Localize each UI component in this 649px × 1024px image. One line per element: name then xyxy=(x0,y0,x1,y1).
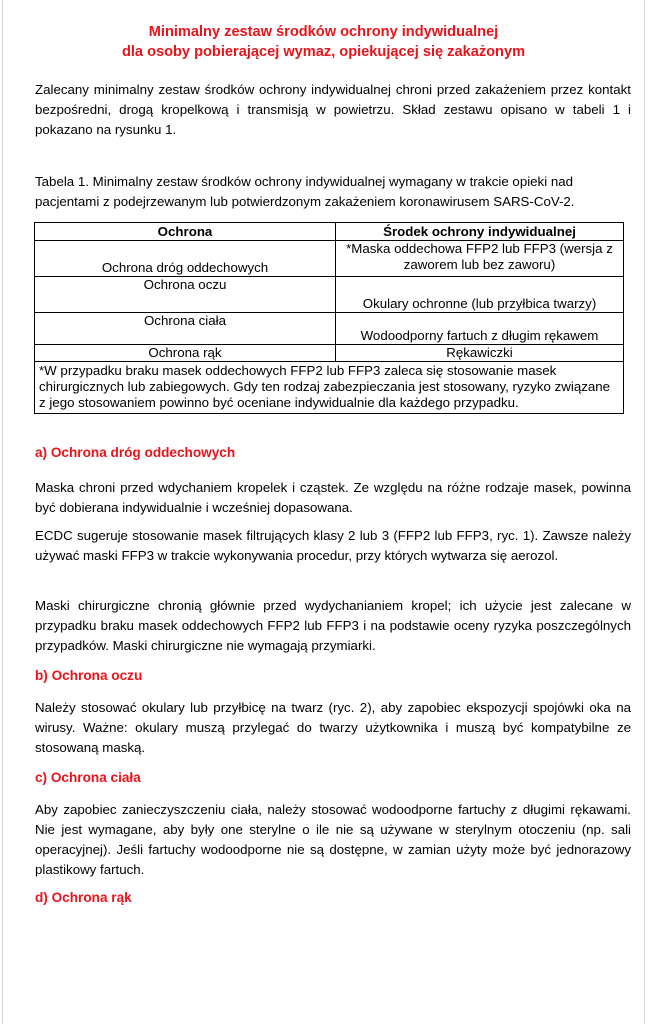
section-a-paragraph-1: Maska chroni przed wdychaniem kropelek i cząstek. Ze względu na różne rodzaje masek, powinna być dobierana indywidualnie i wcześniej dopasowana. xyxy=(35,480,631,515)
table-header-equipment: Środek ochrony indywidualnej xyxy=(336,223,624,241)
table-row xyxy=(35,313,624,345)
section-heading-body: c) Ochrona ciała xyxy=(35,770,141,785)
section-heading-respiratory: a) Ochrona dróg oddechowych xyxy=(35,445,236,460)
table-row xyxy=(35,277,624,313)
table-header-protection: Ochrona xyxy=(35,223,336,241)
section-c-paragraph-1: Aby zapobiec zanieczyszczeniu ciała, należy stosować wodoodporne fartuchy z długimi rękawami. Nie jest wymagane, aby były one sterylne o ile nie są używane w sterylnym otoczeniu (np. sali operacyjnej). Jeśli fartuchy wodoodporne nie są dostępne, w zamian użyty może być jednorazowy plastikowy fartuch. xyxy=(35,802,631,877)
table-cell-equipment: Okulary ochronne (lub przyłbica twarzy) xyxy=(336,277,624,313)
section-a-paragraph-3: Maski chirurgiczne chronią głównie przed wydychanianiem kropel; ich użycie jest zalecane w przypadku braku masek oddechowych FFP2 lub FFP3 i na podstawie oceny ryzyka poszczególnych przypadków. Maski chirurgiczne nie wymagają przymiarki. xyxy=(35,598,631,653)
section-heading-eyes: b) Ochrona oczu xyxy=(35,668,143,683)
document-page xyxy=(2,0,645,1024)
table-row xyxy=(35,345,624,362)
table-cell-equipment: *Maska oddechowa FFP2 lub FFP3 (wersja z zaworem lub bez zaworu) xyxy=(336,241,624,277)
table-caption-line-2: pacjentami z podejrzewanym lub potwierdzonym zakażeniem koronawirusem SARS-CoV-2. xyxy=(35,194,575,209)
section-a-paragraph-2: ECDC sugeruje stosowanie masek filtrujących klasy 2 lub 3 (FFP2 lub FFP3, ryc. 1). Zawsze należy używać maski FFP3 w trakcie wykonywania procedur, przy których wytwarza się aerozol. xyxy=(35,528,631,563)
table-row xyxy=(35,241,624,277)
section-b-paragraph-1: Należy stosować okulary lub przyłbicę na twarz (ryc. 2), aby zapobiec ekspozycji spojówki oka na wirusy. Ważne: okulary muszą przylegać do twarzy użytkownika i muszą być kompatybilne ze stosowaną maską. xyxy=(35,700,631,755)
table-caption xyxy=(35,172,635,212)
table-cell-protection: Ochrona ciała xyxy=(35,313,336,345)
table-caption-line-1: Tabela 1. Minimalny zestaw środków ochrony indywidualnej wymagany w trakcie opieki nad xyxy=(35,174,574,189)
section-heading-hands: d) Ochrona rąk xyxy=(35,890,132,905)
table-cell-protection: Ochrona dróg oddechowych xyxy=(35,241,336,277)
table-cell-equipment: Rękawiczki xyxy=(336,345,624,362)
title-line-1: Minimalny zestaw środków ochrony indywidualnej xyxy=(148,24,499,40)
table-footnote: *W przypadku braku masek oddechowych FFP2 lub FFP3 zaleca się stosowanie masek chirurgicznych lub zabiegowych. Gdy ten rodzaj zabezpieczania jest stosowany, ryzyko związane z jego stosowaniem powinno być oceniane indywidualnie dla każdego przypadku. xyxy=(35,362,624,414)
intro-paragraph: Zalecany minimalny zestaw środków ochrony indywidualnej chroni przed zakażeniem przez kontakt bezpośredni, drogą kropelkową i transmisją w powietrzu. Skład zestawu opisano w tabeli 1 i pokazano na rysunku 1. xyxy=(35,82,631,137)
title-line-2: dla osoby pobierającej wymaz, opiekującej się zakażonym xyxy=(121,44,526,60)
ppe-table xyxy=(34,222,624,414)
table-cell-equipment: Wodoodporny fartuch z długim rękawem xyxy=(336,313,624,345)
document-title xyxy=(3,22,644,62)
table-cell-protection: Ochrona oczu xyxy=(35,277,336,313)
table-header-row xyxy=(35,223,624,241)
table-note-row xyxy=(35,362,624,414)
table-cell-protection: Ochrona rąk xyxy=(35,345,336,362)
